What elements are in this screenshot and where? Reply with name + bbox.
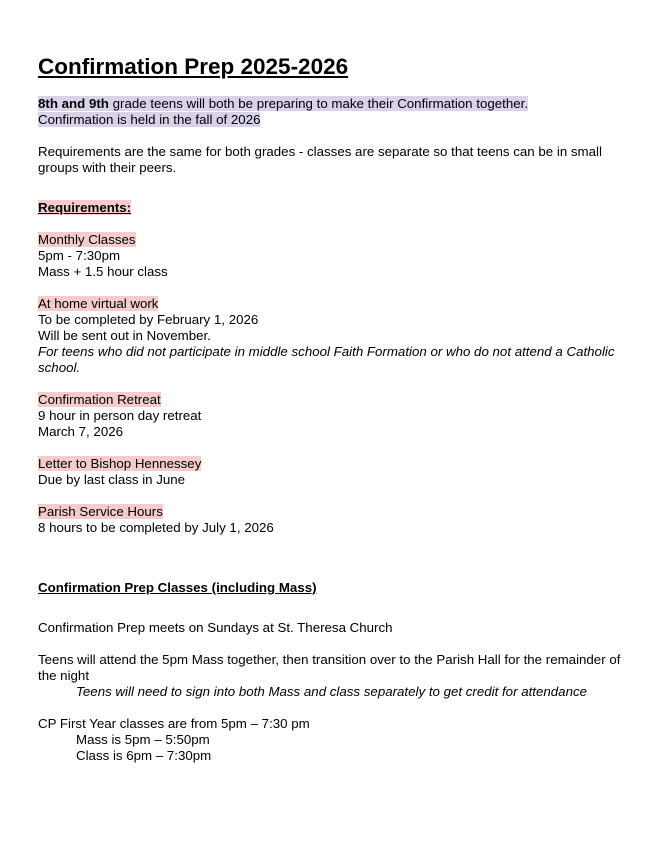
mass-time-text: Mass is 5pm – 5:50pm bbox=[76, 732, 210, 747]
requirement-line: 9 hour in person day retreat bbox=[38, 408, 202, 423]
requirement-line: 8 hours to be completed by July 1, 2026 bbox=[38, 520, 274, 535]
requirement-line: Mass + 1.5 hour class bbox=[38, 264, 168, 279]
page-title: Confirmation Prep 2025-2026 bbox=[38, 54, 349, 79]
requirement-monthly-classes bbox=[38, 232, 628, 280]
requirement-line: Due by last class in June bbox=[38, 472, 186, 487]
requirements-note: Requirements are the same for both grades - classes are separate so that teens can be in small groups with their peers. bbox=[38, 144, 602, 175]
intro-bold-prefix: 8th and 9th bbox=[38, 96, 109, 111]
requirement-virtual-work bbox=[38, 296, 628, 376]
sign-in-note: Teens will need to sign into both Mass and class separately to get credit for attendance bbox=[76, 684, 588, 699]
requirements-heading: Requirements: bbox=[38, 200, 132, 215]
requirement-heading: At home virtual work bbox=[38, 296, 159, 311]
requirement-heading: Monthly Classes bbox=[38, 232, 136, 247]
intro-line2: Confirmation is held in the fall of 2026 bbox=[38, 112, 261, 127]
requirement-heading: Parish Service Hours bbox=[38, 504, 163, 519]
intro-line1: grade teens will both be preparing to make their Confirmation together. bbox=[108, 96, 529, 111]
mass-transition-text: Teens will attend the 5pm Mass together, then transition over to the Parish Hall for the remainder of the night bbox=[38, 652, 621, 683]
first-year-text: CP First Year classes are from 5pm – 7:30 pm bbox=[38, 716, 310, 731]
requirement-line: Will be sent out in November. bbox=[38, 328, 211, 343]
requirement-heading: Confirmation Retreat bbox=[38, 392, 161, 407]
meets-text: Confirmation Prep meets on Sundays at St. Theresa Church bbox=[38, 620, 393, 635]
document-page bbox=[38, 52, 628, 764]
requirement-line: To be completed by February 1, 2026 bbox=[38, 312, 259, 327]
requirement-service-hours bbox=[38, 504, 628, 536]
intro-paragraph bbox=[38, 96, 628, 128]
requirement-line: March 7, 2026 bbox=[38, 424, 124, 439]
requirement-letter bbox=[38, 456, 628, 488]
requirement-note: For teens who did not participate in middle school Faith Formation or who do not attend a Catholic school. bbox=[38, 344, 615, 375]
requirement-line: 5pm - 7:30pm bbox=[38, 248, 121, 263]
requirement-retreat bbox=[38, 392, 628, 440]
classes-heading: Confirmation Prep Classes (including Mass) bbox=[38, 580, 317, 595]
class-time-text: Class is 6pm – 7:30pm bbox=[76, 748, 212, 763]
requirement-heading: Letter to Bishop Hennessey bbox=[38, 456, 202, 471]
